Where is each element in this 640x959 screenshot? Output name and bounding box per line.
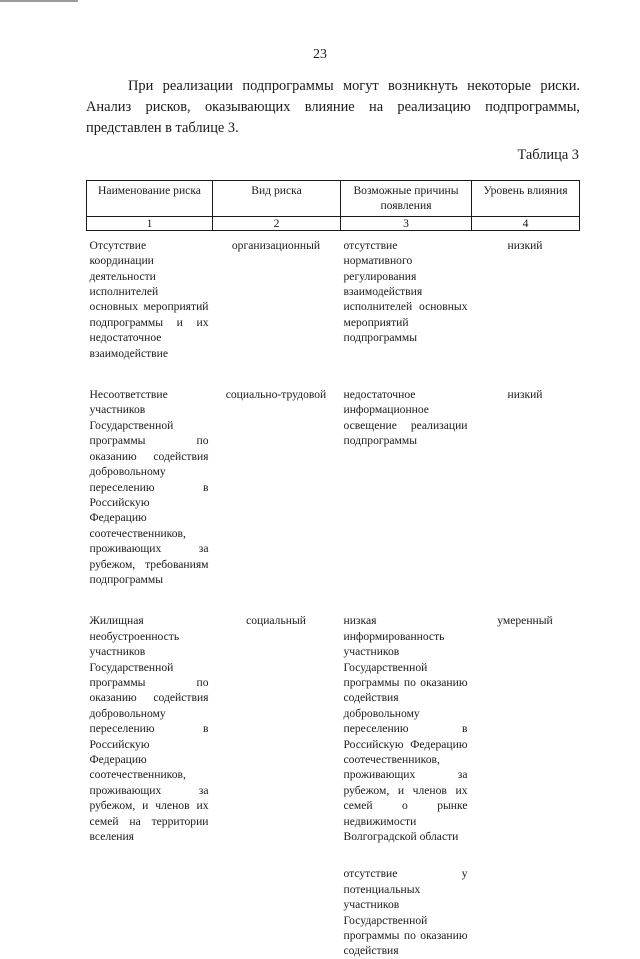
impact-level-cell: низкий: [507, 388, 543, 402]
risk-cause-text: низкая информированность участников Государственной программы по оказанию содействия добровольному переселению в Российскую Федерацию соотечественников, проживающих за рубежом, и членов их семей о рынке недвижимости Волгоградской области: [343, 614, 468, 844]
header-risk-causes: Возможные причины появления: [341, 181, 472, 217]
column-number-row: [87, 216, 580, 230]
table-row: [87, 607, 580, 959]
impact-level-cell: умеренный: [497, 614, 553, 628]
risk-kind-cell: организационный: [231, 238, 321, 252]
risk-name-cell: Жилищная необустроенность участников Государственной программы по оказанию содействия добровольному переселению в Российскую Федерацию соотечественников, проживающих за рубежом, и членов их семей на территории вселения: [89, 614, 209, 844]
table-header: [87, 181, 580, 231]
risk-cause-cell: недостаточное информационное освещение реализации подпрограммы: [343, 388, 468, 448]
table-row: [87, 381, 580, 607]
risk-cause-cell: [341, 607, 472, 959]
intro-paragraph: При реализации подпрограммы могут возникнуть некоторые риски. Анализ рисков, оказывающих влияние на реализацию подпрограммы, представлен в таблице 3.: [86, 78, 580, 136]
column-number: 4: [472, 216, 580, 230]
risk-name-cell: Несоответствие участников Государственной программы по оказанию содействия добровольному переселению в Российскую Федерацию соотечественников, проживающих за рубежом, требованиям подпрограммы: [89, 388, 209, 586]
header-risk-kind: Вид риска: [213, 181, 341, 217]
header-impact-level: Уровень влияния: [472, 181, 580, 217]
risk-cause-continued-text: отсутствие у потенциальных участников Государственной программы по оказанию содействия: [343, 867, 468, 958]
header-row: [87, 181, 580, 217]
risk-name-cell: Отсутствие координации деятельности исполнителей основных мероприятий подпрограммы и их недостаточное взаимодействие: [89, 238, 209, 360]
risk-kind-cell: социально-трудовой: [225, 388, 327, 402]
table-body: [87, 230, 580, 959]
risk-table: [86, 180, 580, 959]
scan-edge-mark: [0, 0, 78, 2]
table-caption: Таблица 3: [517, 147, 579, 163]
page-number: 23: [313, 47, 327, 62]
table-row: [87, 230, 580, 381]
risk-cause-cell: отсутствие нормативного регулирования взаимодействия исполнителей основных мероприятий подпрограммы: [343, 238, 468, 345]
risk-kind-cell: социальный: [246, 614, 306, 628]
column-number: 2: [213, 216, 341, 230]
column-number: 1: [87, 216, 213, 230]
impact-level-cell: низкий: [507, 238, 543, 252]
column-number: 3: [341, 216, 472, 230]
header-risk-name: Наименование риска: [87, 181, 213, 217]
